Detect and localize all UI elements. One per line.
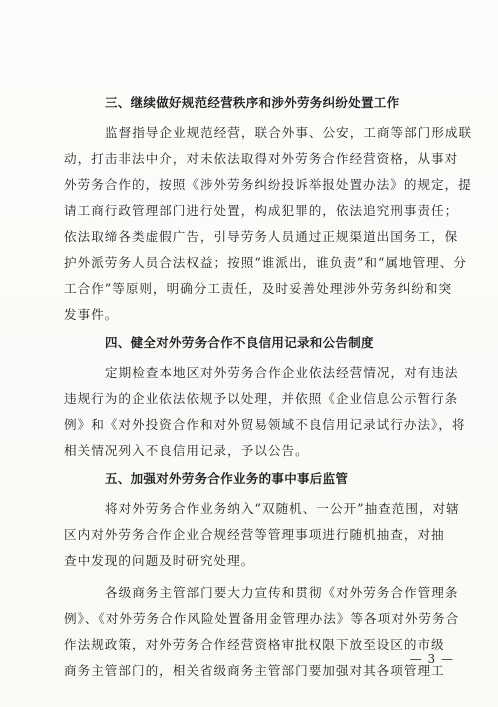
text-line: 违规行为的企业依法依规予以处理，并依照《企业信息公示暂行条 bbox=[64, 391, 459, 406]
text-line: 商务主管部门的，相关省级商务主管部门要加强对其各项管理工 bbox=[64, 663, 445, 678]
section-heading: 三、继续做好规范经营秩序和涉外劳务纠纷处置工作 bbox=[105, 95, 400, 110]
text-line: 例》和《对外投资合作和对外贸易领域不良信用记录试行办法》，将 bbox=[64, 417, 466, 432]
text-line: 将对外劳务合作业务纳入“双随机、一公开”抽查范围，对辖 bbox=[105, 501, 460, 516]
document-body bbox=[64, 92, 473, 684]
section-heading: 五、加强对外劳务合作业务的事中事后监管 bbox=[105, 471, 349, 486]
text-line: 请工商行政管理部门进行处置，构成犯罪的，依法追究刑事责任； bbox=[64, 203, 459, 218]
page-number: — 3 — bbox=[409, 652, 454, 666]
section-heading: 四、健全对外劳务合作不良信用记录和公告制度 bbox=[105, 335, 374, 350]
text-line: 监督指导企业规范经营，联合外事、公安，工商等部门形成联 bbox=[105, 125, 473, 140]
text-line: 定期检查本地区对外劳务合作企业依法经营情况，对有违法 bbox=[105, 365, 459, 380]
text-line: 相关情况列入不良信用记录，予以公告。 bbox=[64, 443, 309, 458]
text-line: 查中发现的问题及时研究处理。 bbox=[64, 553, 255, 568]
paragraph bbox=[64, 120, 473, 328]
text-line: 依法取缔各类虚假广告，引导劳务人员通过正规渠道出国务工，保 bbox=[64, 229, 459, 244]
paragraph bbox=[64, 496, 460, 574]
text-line: 外劳务合作的，按照《涉外劳务纠纷投诉举报处置办法》的规定，提 bbox=[64, 177, 472, 192]
text-line: 例》、《对外劳务合作风险处置备用金管理办法》等各项对外劳务合 bbox=[64, 611, 460, 626]
text-line: 区内对外劳务合作企业合规经营等管理事项进行随机抽查，对抽 bbox=[64, 527, 445, 542]
text-line: 作法规政策，对外劳务合作经营资格审批权限下放至设区的市级 bbox=[64, 637, 445, 652]
text-line: 各级商务主管部门要大力宣传和贯彻《对外劳务合作管理条 bbox=[105, 585, 459, 600]
paragraph bbox=[64, 360, 466, 464]
text-line: 发事件。 bbox=[64, 307, 119, 322]
text-line: 护外派劳务人员合法权益；按照“谁派出，谁负责”和“属地管理、分 bbox=[64, 255, 467, 270]
paragraph bbox=[64, 580, 460, 684]
text-line: 工合作”等原则，明确分工责任，及时妥善处理涉外劳务纠纷和突 bbox=[64, 281, 453, 296]
text-line: 动，打击非法中介，对未依法取得对外劳务合作经营资格，从事对 bbox=[64, 151, 459, 166]
